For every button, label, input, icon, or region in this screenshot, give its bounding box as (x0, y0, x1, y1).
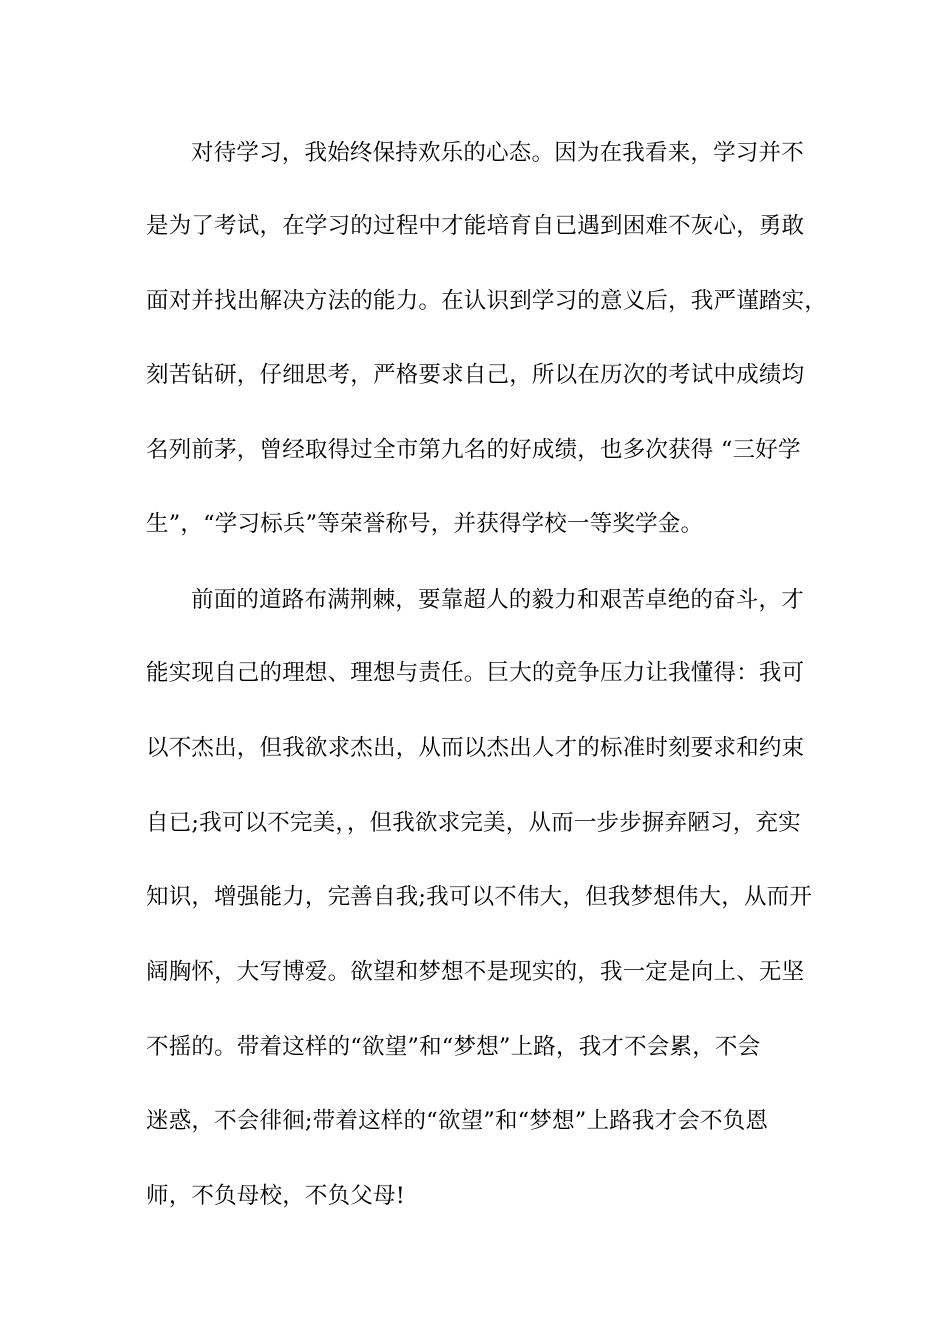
paragraph-1-line-5: 名列前茅，曾经取得过全市第九名的好成绩，也多次获得 “三好学 (146, 437, 801, 463)
paragraph-2-line-8: 迷惑，不会徘徊;带着这样的“欲望”和“梦想”上路我才会不负恩 (146, 1108, 769, 1134)
paragraph-1-line-1: 对待学习，我始终保持欢乐的心态。因为在我看来，学习并不 (191, 140, 804, 166)
paragraph-2-line-2: 能实现自己的理想、理想与责任。巨大的竞争压力让我懂得：我可 (146, 660, 805, 686)
paragraph-2-line-4: 自已;我可以不完美，，但我欲求完美，从而一步步摒弃陋习，充实 (146, 810, 801, 836)
paragraph-1-line-4: 刻苦钻研，仔细思考，严格要求自己，所以在历次的考试中成绩均 (146, 362, 805, 388)
paragraph-2-line-3: 以不杰出，但我欲求杰出，从而以杰出人才的标准时刻要求和约束 (146, 735, 805, 761)
paragraph-1-line-6: 生”，“学习标兵”等荣誉称号，并获得学校一等奖学金。 (146, 511, 704, 537)
paragraph-2-line-1: 前面的道路布满荆棘，要靠超人的毅力和艰苦卓绝的奋斗，才 (191, 587, 804, 613)
paragraph-1-line-2: 是为了考试，在学习的过程中才能培育自已遇到困难不灰心，勇敢 (146, 213, 805, 239)
paragraph-2-line-5: 知识，增强能力，完善自我;我可以不伟大，但我梦想伟大，从而开 (146, 884, 813, 910)
paragraph-2-line-9: 师，不负母校，不负父母! (146, 1183, 405, 1209)
paragraph-2-line-6: 阔胸怀，大写博爱。欲望和梦想不是现实的，我一定是向上、无坚 (146, 959, 805, 985)
paragraph-2-line-7: 不摇的。带着这样的“欲望”和“梦想”上路，我才不会累，不会 (146, 1034, 761, 1060)
paragraph-1-line-3: 面对并找出解决方法的能力。在认识到学习的意义后，我严谨踏实， (146, 288, 828, 314)
